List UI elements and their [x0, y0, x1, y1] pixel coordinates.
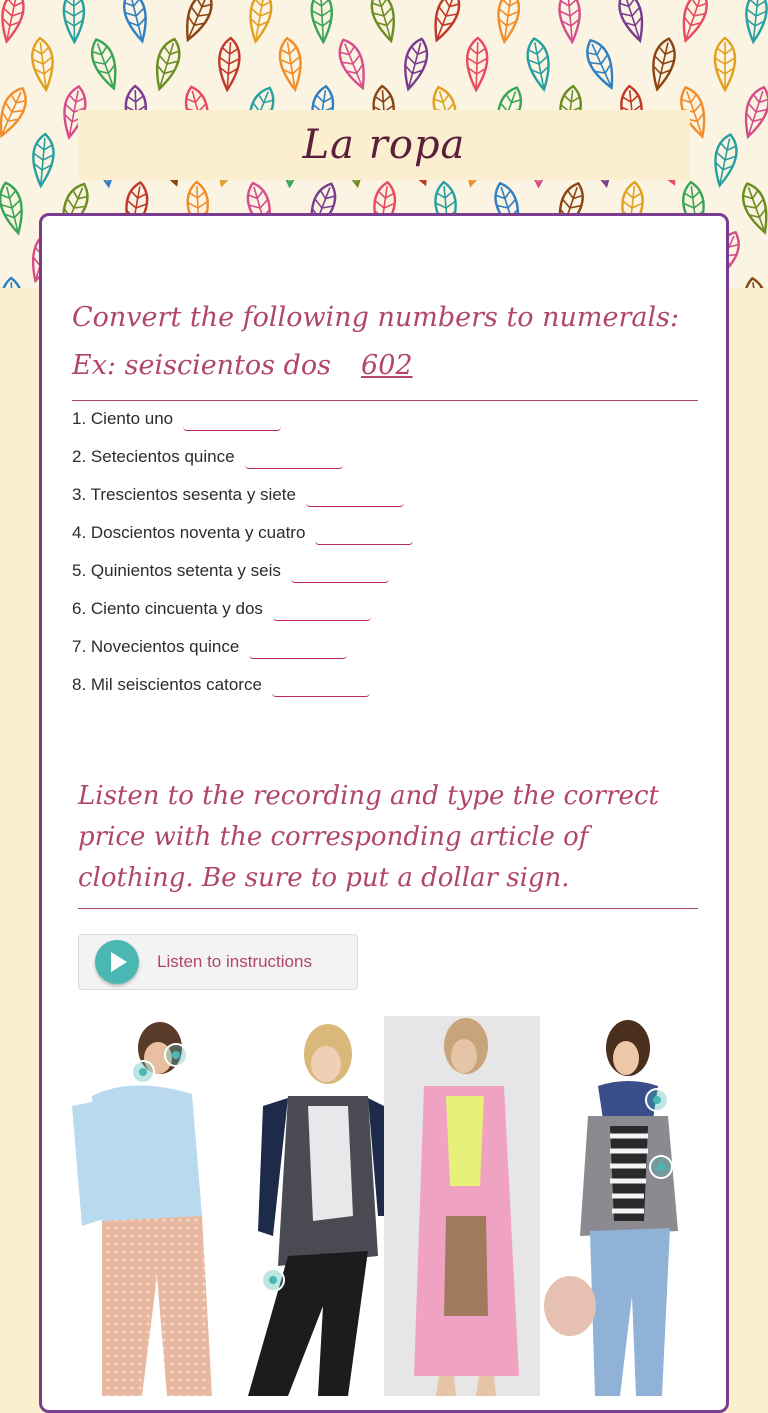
- price-hotspot[interactable]: [131, 1060, 155, 1084]
- answer-blank[interactable]: [291, 560, 389, 583]
- section1-heading: [72, 294, 698, 390]
- price-hotspot[interactable]: [261, 1268, 285, 1292]
- answer-blank[interactable]: [245, 446, 343, 469]
- clothing-photo-strip: [72, 1016, 698, 1396]
- audio-player[interactable]: [78, 934, 358, 990]
- section2-heading: Listen to the recording and type the correct price with the corresponding article of clothing. Be sure to put a dollar sign.: [78, 781, 659, 893]
- section1-divider: [72, 400, 698, 401]
- answer-blank[interactable]: [272, 674, 370, 697]
- question-label: 6. Ciento cincuenta y dos: [72, 599, 263, 618]
- question-label: 2. Setecientos quince: [72, 447, 235, 466]
- question-item: [72, 636, 413, 674]
- answer-blank[interactable]: [306, 484, 404, 507]
- answer-blank[interactable]: [315, 522, 413, 545]
- example-prefix: Ex: seiscientos dos: [72, 350, 332, 381]
- section2-divider: [78, 908, 698, 909]
- question-item: [72, 560, 413, 598]
- question-item: [72, 522, 413, 560]
- title-box: [78, 110, 690, 180]
- question-item: [72, 446, 413, 484]
- answer-blank[interactable]: [249, 636, 347, 659]
- question-label: 5. Quinientos setenta y seis: [72, 561, 281, 580]
- answer-blank[interactable]: [273, 598, 371, 621]
- play-button[interactable]: [95, 940, 139, 984]
- model-photo-4: [540, 1016, 698, 1396]
- question-label: 3. Trescientos sesenta y siete: [72, 485, 296, 504]
- audio-label: Listen to instructions: [157, 952, 312, 971]
- price-hotspot[interactable]: [164, 1043, 188, 1067]
- question-label: 7. Novecientos quince: [72, 637, 240, 656]
- price-hotspot[interactable]: [649, 1155, 673, 1179]
- question-item: [72, 674, 413, 712]
- question-item: [72, 598, 413, 636]
- question-item: [72, 484, 413, 522]
- section1-instruction: Convert the following numbers to numerals:: [72, 302, 680, 333]
- price-hotspot[interactable]: [645, 1088, 669, 1112]
- question-label: 1. Ciento uno: [72, 409, 174, 428]
- question-label: 4. Doscientos noventa y cuatro: [72, 523, 306, 542]
- page-title: La ropa: [302, 122, 466, 168]
- model-photo-2: [228, 1016, 384, 1396]
- answer-blank[interactable]: [183, 408, 281, 431]
- section1-example: [72, 342, 698, 390]
- question-label: 8. Mil seiscientos catorce: [72, 675, 262, 694]
- question-list: [72, 408, 413, 712]
- model-photo-3: [384, 1016, 540, 1396]
- play-icon: [111, 952, 127, 972]
- question-item: [72, 408, 413, 446]
- example-answer: 602: [361, 350, 413, 381]
- worksheet-card: [39, 213, 729, 1413]
